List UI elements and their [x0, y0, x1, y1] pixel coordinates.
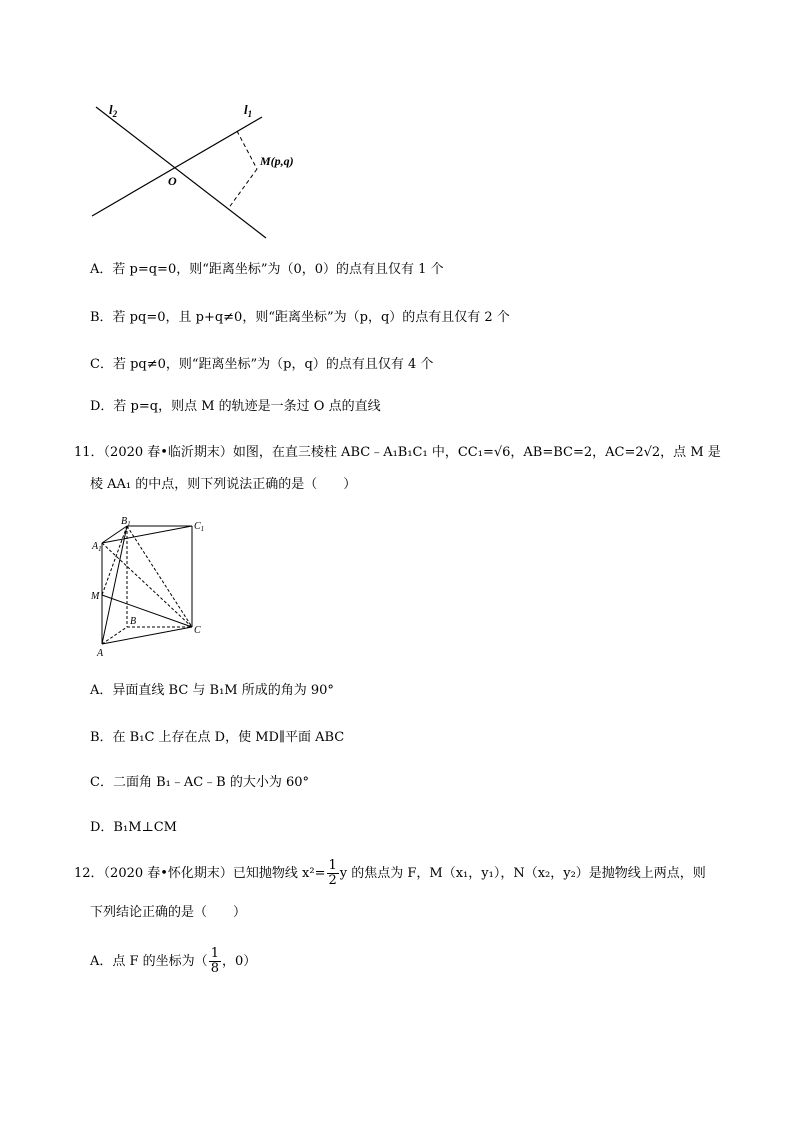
q11-option-d: D．B₁M⊥CM	[90, 820, 177, 835]
label-a1: $A_1$	[92, 541, 102, 553]
label-c: C	[194, 625, 201, 636]
line-l2	[96, 107, 266, 238]
q11-stem-line1: 11．（2020 春•临沂期末）如图，在直三棱柱 ABC﹣A₁B₁C₁ 中，CC₁=√6，AB=BC=2，AC=2√2，点 M 是	[74, 445, 721, 460]
q11-stem-line2: 棱 AA₁ 的中点，则下列说法正确的是（ ）	[90, 477, 357, 492]
label-b: B	[130, 616, 137, 627]
q11-option-a: A．异面直线 BC 与 B₁M 所成的角为 90°	[90, 683, 334, 698]
edge-a1-c1	[102, 526, 192, 543]
q12-fraction	[327, 859, 339, 888]
line-l1	[92, 117, 262, 216]
label-c1: $C_1$	[194, 521, 205, 533]
label-o: O	[168, 174, 177, 188]
label-a: A	[97, 648, 104, 659]
q12-fraction-num: 1	[328, 858, 337, 873]
q12-stem-line1	[74, 857, 706, 891]
q12-stem-line2: 下列结论正确的是（ ）	[90, 905, 247, 920]
q12-option-a-post: ，0）	[221, 954, 257, 969]
edge-a-c	[102, 627, 192, 644]
q12-stem-pre: 12．（2020 春•怀化期末）已知抛物线 x²=	[74, 866, 326, 881]
lines-diagram	[80, 95, 294, 245]
label-l1: $l_1$	[244, 102, 253, 119]
perpendicular-to-l1	[237, 131, 257, 169]
q12-option-a-pre: A．点 F 的坐标为（	[90, 954, 208, 969]
segment-m-c	[102, 595, 192, 627]
segment-b1-c	[127, 526, 192, 627]
q12-option-a-den: 8	[210, 961, 219, 976]
q10-option-c: C．若 pq≠0，则“距离坐标”为（p，q）的点有且仅有 4 个	[90, 357, 434, 372]
label-l2: $l_2$	[109, 102, 118, 119]
label-m: M(p,q)	[260, 154, 294, 168]
perpendicular-to-l2	[228, 169, 257, 209]
q10-option-a: A．若 p=q=0，则“距离坐标”为（0，0）的点有且仅有 1 个	[90, 262, 444, 277]
label-m-vertex: M	[91, 591, 100, 602]
q10-option-d: D．若 p=q，则点 M 的轨迹是一条过 O 点的直线	[90, 399, 381, 414]
q12-fraction-den: 2	[328, 873, 337, 888]
q11-option-c: C．二面角 B₁﹣AC﹣B 的大小为 60°	[90, 775, 310, 790]
q10-option-b: B．若 pq=0，且 p+q≠0，则“距离坐标”为（p，q）的点有且仅有 2 个	[90, 310, 510, 325]
q12-option-a	[90, 945, 256, 979]
q12-stem-post: y 的焦点为 F，M（x₁，y₁），N（x₂，y₂）是抛物线上两点，则	[339, 866, 706, 881]
label-b1: $B_1$	[121, 516, 131, 528]
segment-a1-c	[102, 543, 192, 627]
q12-option-a-num: 1	[210, 946, 219, 961]
q12-option-a-fraction	[209, 947, 221, 976]
q11-option-b: B．在 B₁C 上存在点 D，使 MD∥平面 ABC	[90, 730, 345, 745]
prism-diagram	[88, 513, 218, 663]
